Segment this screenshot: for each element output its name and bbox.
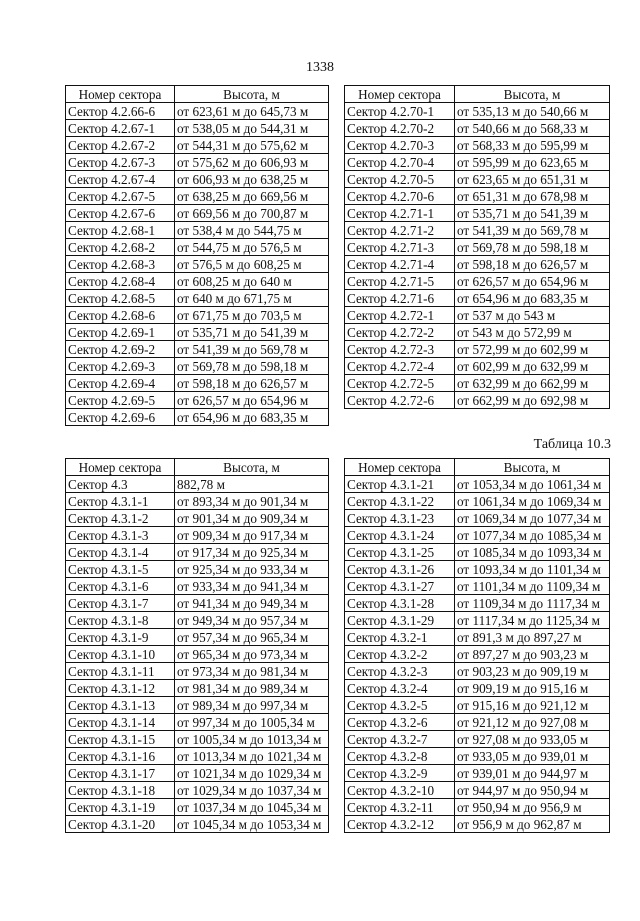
table-row — [66, 137, 329, 154]
header-height: Высота, м — [455, 459, 610, 476]
table-row — [345, 578, 610, 595]
height-range-cell: от 671,75 м до 703,5 м — [175, 307, 329, 324]
height-range-cell: от 1077,34 м до 1085,34 м — [455, 527, 610, 544]
table-row — [66, 239, 329, 256]
sector-number-cell: Сектор 4.2.67-3 — [66, 154, 175, 171]
table-row — [345, 646, 610, 663]
table-row — [66, 544, 329, 561]
height-range-cell: от 538,05 м до 544,31 м — [175, 120, 329, 137]
sector-number-cell: Сектор 4.2.72-4 — [345, 358, 455, 375]
table-row — [66, 256, 329, 273]
sector-number-cell: Сектор 4.2.69-2 — [66, 341, 175, 358]
table-row — [345, 171, 610, 188]
table-row — [66, 816, 329, 833]
height-range-cell: от 576,5 м до 608,25 м — [175, 256, 329, 273]
table-row — [345, 103, 610, 120]
sector-number-cell: Сектор 4.2.70-5 — [345, 171, 455, 188]
table-row — [66, 222, 329, 239]
height-range-cell: от 941,34 м до 949,34 м — [175, 595, 329, 612]
table-row — [66, 629, 329, 646]
header-height: Высота, м — [175, 459, 329, 476]
sector-number-cell: Сектор 4.3.1-8 — [66, 612, 175, 629]
table-row — [345, 782, 610, 799]
table-row — [66, 799, 329, 816]
table-row — [345, 205, 610, 222]
table-row — [66, 646, 329, 663]
header-sector-number: Номер сектора — [66, 459, 175, 476]
height-range-cell: от 626,57 м до 654,96 м — [455, 273, 610, 290]
table-row — [345, 324, 610, 341]
table-header-row — [66, 86, 329, 103]
sector-number-cell: Сектор 4.2.71-1 — [345, 205, 455, 222]
sector-number-cell: Сектор 4.3.1-19 — [66, 799, 175, 816]
sector-number-cell: Сектор 4.3.1-28 — [345, 595, 455, 612]
sector-number-cell: Сектор 4.3.1-26 — [345, 561, 455, 578]
height-range-cell: от 543 м до 572,99 м — [455, 324, 610, 341]
height-range-cell: от 915,16 м до 921,12 м — [455, 697, 610, 714]
height-range-cell: от 535,13 м до 540,66 м — [455, 103, 610, 120]
header-sector-number: Номер сектора — [66, 86, 175, 103]
height-range-cell: от 608,25 м до 640 м — [175, 273, 329, 290]
height-range-cell: от 540,66 м до 568,33 м — [455, 120, 610, 137]
sector-height-table-3 — [65, 458, 329, 833]
height-range-cell: от 654,96 м до 683,35 м — [455, 290, 610, 307]
height-range-cell: от 909,34 м до 917,34 м — [175, 527, 329, 544]
height-range-cell: от 973,34 м до 981,34 м — [175, 663, 329, 680]
sector-number-cell: Сектор 4.2.68-6 — [66, 307, 175, 324]
sector-number-cell: Сектор 4.3.2-1 — [345, 629, 455, 646]
sector-number-cell: Сектор 4.3.1-4 — [66, 544, 175, 561]
height-range-cell: от 933,34 м до 941,34 м — [175, 578, 329, 595]
sector-number-cell: Сектор 4.3.2-7 — [345, 731, 455, 748]
table-row — [66, 561, 329, 578]
table-row — [66, 341, 329, 358]
height-range-cell: от 541,39 м до 569,78 м — [175, 341, 329, 358]
table-row — [345, 510, 610, 527]
table-header-row — [66, 459, 329, 476]
height-range-cell: от 897,27 м до 903,23 м — [455, 646, 610, 663]
table-row — [66, 765, 329, 782]
sector-number-cell: Сектор 4.2.69-3 — [66, 358, 175, 375]
sector-number-cell: Сектор 4.2.71-5 — [345, 273, 455, 290]
table-row — [345, 341, 610, 358]
table-row — [66, 595, 329, 612]
sector-number-cell: Сектор 4.3.2-9 — [345, 765, 455, 782]
table-row — [345, 375, 610, 392]
sector-number-cell: Сектор 4.3.1-14 — [66, 714, 175, 731]
height-range-cell: от 956,9 м до 962,87 м — [455, 816, 610, 833]
sector-number-cell: Сектор 4.3.1-27 — [345, 578, 455, 595]
height-range-cell: от 535,71 м до 541,39 м — [175, 324, 329, 341]
table-row — [345, 816, 610, 833]
height-range-cell: от 569,78 м до 598,18 м — [175, 358, 329, 375]
height-range-cell: от 944,97 м до 950,94 м — [455, 782, 610, 799]
height-range-cell: от 981,34 м до 989,34 м — [175, 680, 329, 697]
table-row — [66, 578, 329, 595]
sector-number-cell: Сектор 4.3.1-22 — [345, 493, 455, 510]
height-range-cell: от 1061,34 м до 1069,34 м — [455, 493, 610, 510]
height-range-cell: от 544,31 м до 575,62 м — [175, 137, 329, 154]
sector-number-cell: Сектор 4.3.1-24 — [345, 527, 455, 544]
table-row — [66, 375, 329, 392]
height-range-cell: от 1053,34 м до 1061,34 м — [455, 476, 610, 493]
sector-number-cell: Сектор 4.2.70-6 — [345, 188, 455, 205]
sector-number-cell: Сектор 4.3.2-10 — [345, 782, 455, 799]
height-range-cell: от 997,34 м до 1005,34 м — [175, 714, 329, 731]
table-row — [345, 222, 610, 239]
table-row — [345, 120, 610, 137]
height-range-cell: от 965,34 м до 973,34 м — [175, 646, 329, 663]
table-row — [345, 476, 610, 493]
height-range-cell: от 1005,34 м до 1013,34 м — [175, 731, 329, 748]
height-range-cell: от 1037,34 м до 1045,34 м — [175, 799, 329, 816]
sector-number-cell: Сектор 4.3.2-3 — [345, 663, 455, 680]
sector-number-cell: Сектор 4.2.69-5 — [66, 392, 175, 409]
table-row — [66, 307, 329, 324]
table-row — [66, 714, 329, 731]
sector-number-cell: Сектор 4.2.72-5 — [345, 375, 455, 392]
sector-number-cell: Сектор 4.2.68-2 — [66, 239, 175, 256]
table-row — [345, 765, 610, 782]
table-row — [345, 188, 610, 205]
page-number: 1338 — [306, 60, 334, 75]
height-range-cell: от 901,34 м до 909,34 м — [175, 510, 329, 527]
sector-number-cell: Сектор 4.2.68-4 — [66, 273, 175, 290]
sector-number-cell: Сектор 4.3.2-8 — [345, 748, 455, 765]
sector-number-cell: Сектор 4.3.2-12 — [345, 816, 455, 833]
table-row — [66, 748, 329, 765]
sector-number-cell: Сектор 4.3.1-7 — [66, 595, 175, 612]
height-range-cell: от 535,71 м до 541,39 м — [455, 205, 610, 222]
height-range-cell: от 989,34 м до 997,34 м — [175, 697, 329, 714]
height-range-cell: от 933,05 м до 939,01 м — [455, 748, 610, 765]
table-row — [66, 510, 329, 527]
height-range-cell: от 950,94 м до 956,9 м — [455, 799, 610, 816]
height-range-cell: от 949,34 м до 957,34 м — [175, 612, 329, 629]
sector-number-cell: Сектор 4.2.70-4 — [345, 154, 455, 171]
table-row — [345, 697, 610, 714]
height-range-cell: от 606,93 м до 638,25 м — [175, 171, 329, 188]
height-range-cell: от 669,56 м до 700,87 м — [175, 205, 329, 222]
sector-number-cell: Сектор 4.2.72-6 — [345, 392, 455, 409]
sector-number-cell: Сектор 4.2.70-3 — [345, 137, 455, 154]
table-row — [345, 137, 610, 154]
table-row — [66, 612, 329, 629]
sector-number-cell: Сектор 4.2.67-1 — [66, 120, 175, 137]
height-range-cell: от 927,08 м до 933,05 м — [455, 731, 610, 748]
height-range-cell: от 651,31 м до 678,98 м — [455, 188, 610, 205]
table-row — [345, 748, 610, 765]
sector-number-cell: Сектор 4.2.67-6 — [66, 205, 175, 222]
table-row — [66, 171, 329, 188]
table-row — [66, 680, 329, 697]
sector-number-cell: Сектор 4.3.1-9 — [66, 629, 175, 646]
table-caption: Таблица 10.3 — [533, 437, 611, 452]
sector-number-cell: Сектор 4.2.71-6 — [345, 290, 455, 307]
height-range-cell: от 903,23 м до 909,19 м — [455, 663, 610, 680]
table-row — [66, 188, 329, 205]
sector-number-cell: Сектор 4.2.68-1 — [66, 222, 175, 239]
sector-number-cell: Сектор 4.2.71-3 — [345, 239, 455, 256]
height-range-cell: от 572,99 м до 602,99 м — [455, 341, 610, 358]
header-height: Высота, м — [175, 86, 329, 103]
sector-number-cell: Сектор 4.2.72-2 — [345, 324, 455, 341]
sector-number-cell: Сектор 4.2.70-1 — [345, 103, 455, 120]
sector-height-table-2 — [344, 85, 610, 409]
sector-number-cell: Сектор 4.3.1-17 — [66, 765, 175, 782]
height-range-cell: от 1013,34 м до 1021,34 м — [175, 748, 329, 765]
height-range-cell: от 541,39 м до 569,78 м — [455, 222, 610, 239]
sector-number-cell: Сектор 4.2.72-1 — [345, 307, 455, 324]
sector-number-cell: Сектор 4.2.68-3 — [66, 256, 175, 273]
table-row — [66, 493, 329, 510]
sector-number-cell: Сектор 4.3.2-2 — [345, 646, 455, 663]
height-range-cell: от 909,19 м до 915,16 м — [455, 680, 610, 697]
height-range-cell: от 1101,34 м до 1109,34 м — [455, 578, 610, 595]
table-row — [66, 697, 329, 714]
sector-height-table-1 — [65, 85, 329, 426]
sector-number-cell: Сектор 4.3.1-10 — [66, 646, 175, 663]
table-row — [345, 290, 610, 307]
table-row — [345, 544, 610, 561]
height-range-cell: от 569,78 м до 598,18 м — [455, 239, 610, 256]
height-range-cell: от 891,3 м до 897,27 м — [455, 629, 610, 646]
height-range-cell: от 602,99 м до 632,99 м — [455, 358, 610, 375]
height-range-cell: от 1085,34 м до 1093,34 м — [455, 544, 610, 561]
height-range-cell: 882,78 м — [175, 476, 329, 493]
sector-number-cell: Сектор 4.2.72-3 — [345, 341, 455, 358]
sector-number-cell: Сектор 4.3.1-29 — [345, 612, 455, 629]
table-row — [66, 782, 329, 799]
table-header-row — [345, 86, 610, 103]
table-row — [345, 154, 610, 171]
table-row — [345, 714, 610, 731]
table-row — [66, 273, 329, 290]
table-header-row — [345, 459, 610, 476]
sector-number-cell: Сектор 4.2.69-4 — [66, 375, 175, 392]
sector-number-cell: Сектор 4.3.1-1 — [66, 493, 175, 510]
sector-number-cell: Сектор 4.3.1-13 — [66, 697, 175, 714]
height-range-cell: от 598,18 м до 626,57 м — [175, 375, 329, 392]
table-row — [66, 154, 329, 171]
table-row — [345, 239, 610, 256]
height-range-cell: от 595,99 м до 623,65 м — [455, 154, 610, 171]
sector-number-cell: Сектор 4.3.1-12 — [66, 680, 175, 697]
table-row — [345, 527, 610, 544]
table-row — [66, 103, 329, 120]
sector-number-cell: Сектор 4.2.71-4 — [345, 256, 455, 273]
sector-number-cell: Сектор 4.3.1-6 — [66, 578, 175, 595]
sector-number-cell: Сектор 4.3.2-6 — [345, 714, 455, 731]
header-sector-number: Номер сектора — [345, 86, 455, 103]
sector-number-cell: Сектор 4.3 — [66, 476, 175, 493]
height-range-cell: от 939,01 м до 944,97 м — [455, 765, 610, 782]
table-row — [66, 290, 329, 307]
sector-number-cell: Сектор 4.3.1-15 — [66, 731, 175, 748]
sector-number-cell: Сектор 4.3.1-21 — [345, 476, 455, 493]
height-range-cell: от 626,57 м до 654,96 м — [175, 392, 329, 409]
height-range-cell: от 598,18 м до 626,57 м — [455, 256, 610, 273]
sector-number-cell: Сектор 4.3.1-2 — [66, 510, 175, 527]
sector-number-cell: Сектор 4.2.67-2 — [66, 137, 175, 154]
table-row — [345, 307, 610, 324]
sector-number-cell: Сектор 4.3.1-3 — [66, 527, 175, 544]
sector-number-cell: Сектор 4.2.67-4 — [66, 171, 175, 188]
sector-number-cell: Сектор 4.3.2-11 — [345, 799, 455, 816]
sector-number-cell: Сектор 4.3.1-18 — [66, 782, 175, 799]
height-range-cell: от 917,34 м до 925,34 м — [175, 544, 329, 561]
sector-height-table-4 — [344, 458, 610, 833]
height-range-cell: от 568,33 м до 595,99 м — [455, 137, 610, 154]
sector-number-cell: Сектор 4.2.70-2 — [345, 120, 455, 137]
sector-number-cell: Сектор 4.2.69-6 — [66, 409, 175, 426]
sector-number-cell: Сектор 4.3.1-16 — [66, 748, 175, 765]
sector-number-cell: Сектор 4.3.2-5 — [345, 697, 455, 714]
sector-number-cell: Сектор 4.2.71-2 — [345, 222, 455, 239]
table-row — [345, 493, 610, 510]
height-range-cell: от 537 м до 543 м — [455, 307, 610, 324]
height-range-cell: от 538,4 м до 544,75 м — [175, 222, 329, 239]
table-row — [345, 731, 610, 748]
sector-number-cell: Сектор 4.3.2-4 — [345, 680, 455, 697]
sector-number-cell: Сектор 4.3.1-20 — [66, 816, 175, 833]
height-range-cell: от 638,25 м до 669,56 м — [175, 188, 329, 205]
height-range-cell: от 957,34 м до 965,34 м — [175, 629, 329, 646]
table-row — [345, 680, 610, 697]
height-range-cell: от 1029,34 м до 1037,34 м — [175, 782, 329, 799]
sector-number-cell: Сектор 4.3.1-25 — [345, 544, 455, 561]
header-height: Высота, м — [455, 86, 610, 103]
height-range-cell: от 662,99 м до 692,98 м — [455, 392, 610, 409]
height-range-cell: от 1021,34 м до 1029,34 м — [175, 765, 329, 782]
header-sector-number: Номер сектора — [345, 459, 455, 476]
table-row — [345, 595, 610, 612]
height-range-cell: от 1109,34 м до 1117,34 м — [455, 595, 610, 612]
height-range-cell: от 925,34 м до 933,34 м — [175, 561, 329, 578]
height-range-cell: от 623,61 м до 645,73 м — [175, 103, 329, 120]
height-range-cell: от 1117,34 м до 1125,34 м — [455, 612, 610, 629]
table-row — [345, 273, 610, 290]
height-range-cell: от 921,12 м до 927,08 м — [455, 714, 610, 731]
height-range-cell: от 1069,34 м до 1077,34 м — [455, 510, 610, 527]
table-row — [66, 324, 329, 341]
table-row — [345, 799, 610, 816]
height-range-cell: от 893,34 м до 901,34 м — [175, 493, 329, 510]
height-range-cell: от 544,75 м до 576,5 м — [175, 239, 329, 256]
height-range-cell: от 632,99 м до 662,99 м — [455, 375, 610, 392]
height-range-cell: от 640 м до 671,75 м — [175, 290, 329, 307]
table-row — [66, 527, 329, 544]
table-row — [66, 731, 329, 748]
table-row — [345, 256, 610, 273]
sector-number-cell: Сектор 4.3.1-5 — [66, 561, 175, 578]
table-row — [66, 409, 329, 426]
table-row — [66, 392, 329, 409]
sector-number-cell: Сектор 4.2.68-5 — [66, 290, 175, 307]
table-row — [66, 205, 329, 222]
height-range-cell: от 575,62 м до 606,93 м — [175, 154, 329, 171]
table-row — [66, 358, 329, 375]
sector-number-cell: Сектор 4.2.66-6 — [66, 103, 175, 120]
sector-number-cell: Сектор 4.3.1-11 — [66, 663, 175, 680]
height-range-cell: от 1045,34 м до 1053,34 м — [175, 816, 329, 833]
sector-number-cell: Сектор 4.2.69-1 — [66, 324, 175, 341]
sector-number-cell: Сектор 4.2.67-5 — [66, 188, 175, 205]
table-row — [345, 561, 610, 578]
table-row — [345, 629, 610, 646]
table-row — [345, 663, 610, 680]
table-row — [66, 476, 329, 493]
height-range-cell: от 1093,34 м до 1101,34 м — [455, 561, 610, 578]
table-row — [66, 120, 329, 137]
height-range-cell: от 654,96 м до 683,35 м — [175, 409, 329, 426]
height-range-cell: от 623,65 м до 651,31 м — [455, 171, 610, 188]
sector-number-cell: Сектор 4.3.1-23 — [345, 510, 455, 527]
table-row — [345, 612, 610, 629]
table-row — [66, 663, 329, 680]
table-row — [345, 358, 610, 375]
table-row — [345, 392, 610, 409]
